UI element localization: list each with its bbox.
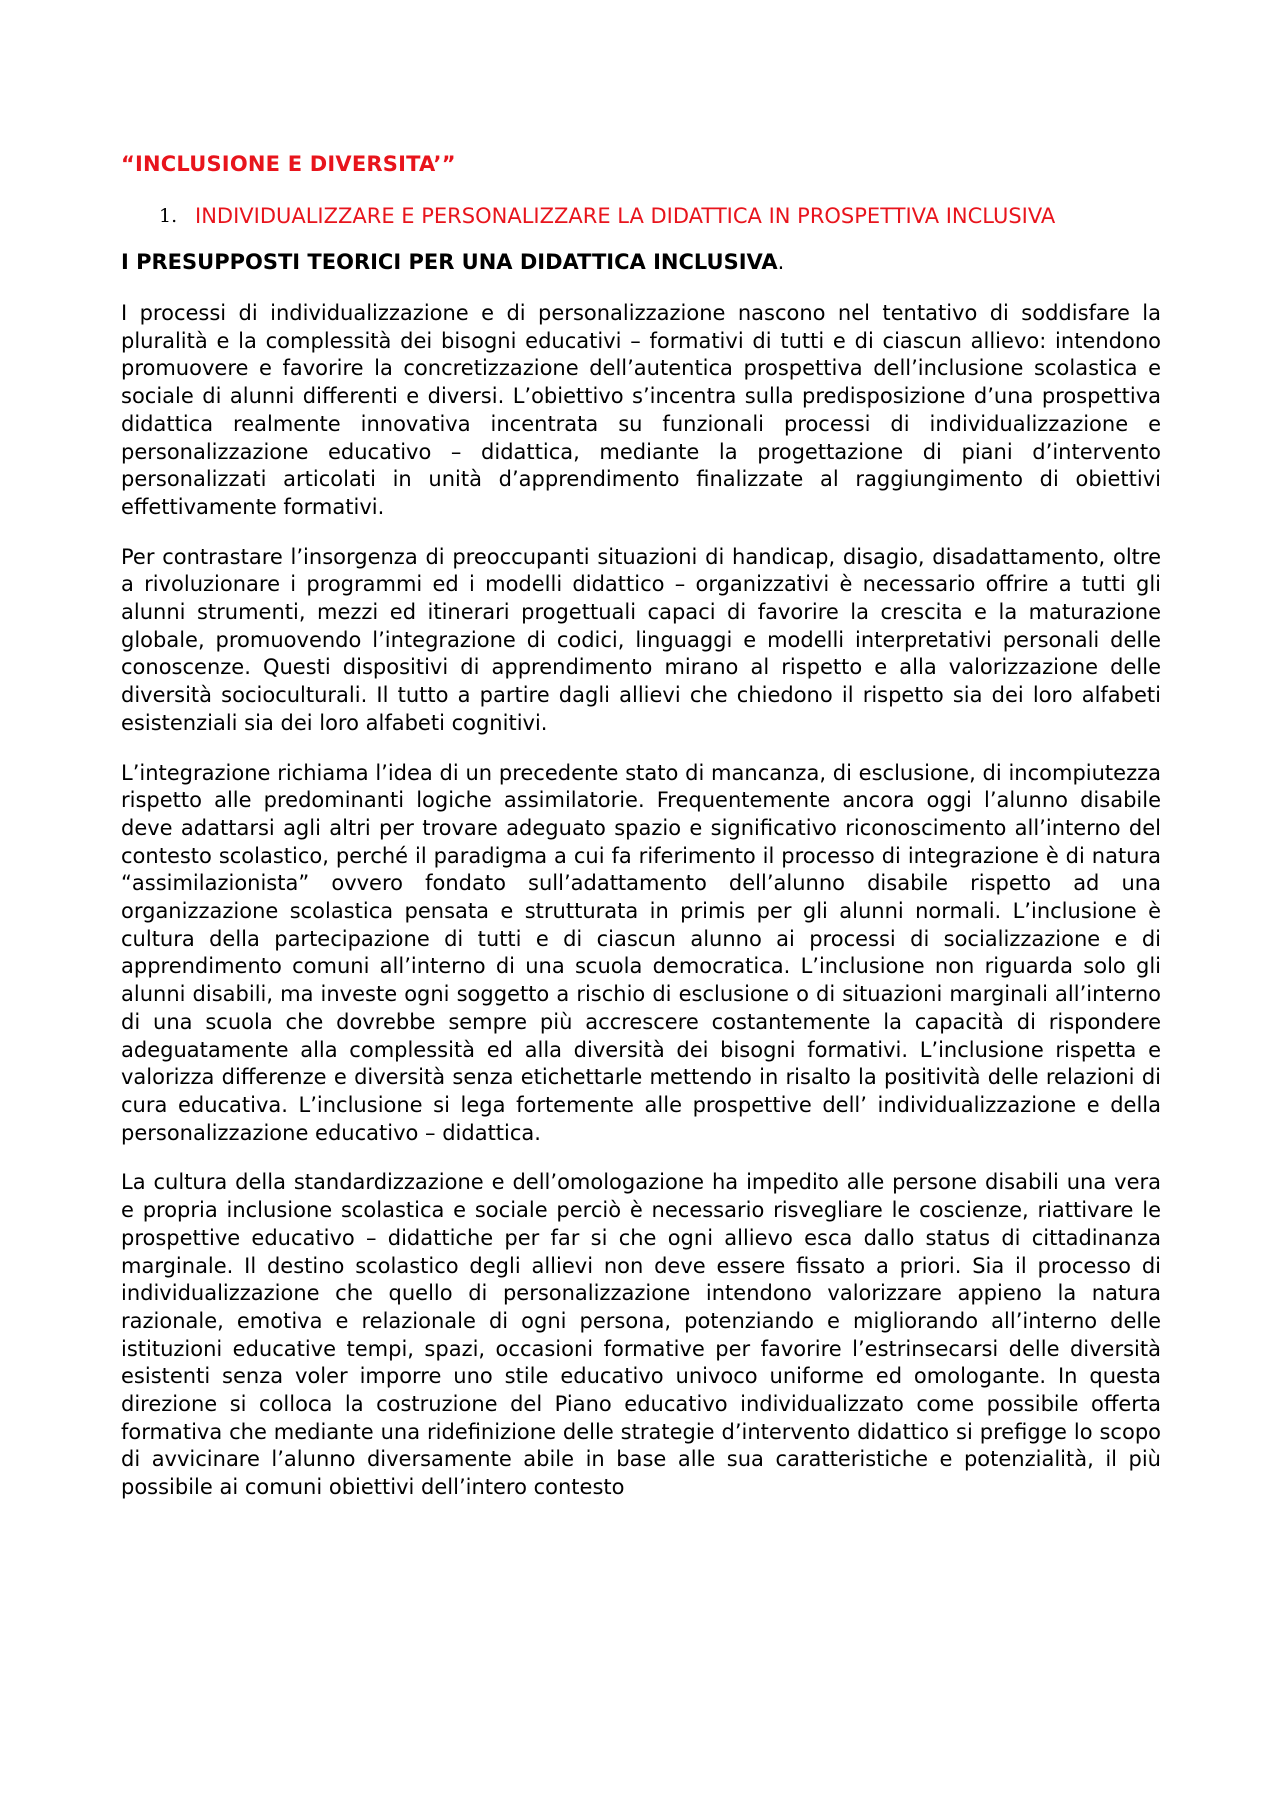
body-paragraph-1: I processi di individualizzazione e di personalizzazione nascono nel tentativo di soddisfare la pluralità e la complessità dei bisogni educativi – formativi di tutti e di ciascun allievo: intendono promuovere e favorire la concretizzazione dell’autentica prospettiva dell’inclusione scolastica e sociale di alunni differenti e diversi. L’obiettivo s’incentra sulla predisposizione d’una prospettiva didattica realmente innovativa incentrata su funzionali processi di individualizzazione e personalizzazione educativo – didattica, mediante la progettazione di piani d’intervento personalizzati articolati in unità d’apprendimento finalizzate al raggiungimento di obiettivi effettivamente formativi. — [121, 301, 1161, 519]
document-title: “INCLUSIONE E DIVERSITA’” — [121, 152, 456, 176]
section-heading — [121, 248, 1161, 276]
body-paragraph-3: L’integrazione richiama l’idea di un precedente stato di mancanza, di esclusione, di incompiutezza rispetto alle predominanti logiche assimilatorie. Frequentemente ancora oggi l’alunno disabile deve adattarsi agli altri per trovare adeguato spazio e significativo riconoscimento all’interno del contesto scolastico, perché il paradigma a cui fa riferimento il processo di integrazione è di natura “assimilazionista” ovvero fondato sull’adattamento dell’alunno disabile rispetto ad una organizzazione scolastica pensata e strutturata in primis per gli alunni normali. L’inclusione è cultura della partecipazione di tutti e di ciascun alunno ai processi di socializzazione e di apprendimento comuni all’interno di una scuola democratica. L’inclusione non riguarda solo gli alunni disabili, ma investe ogni soggetto a rischio di esclusione o di situazioni marginali all’interno di una scuola che dovrebbe sempre più accrescere costantemente la capacità di rispondere adeguatamente alla complessità ed alla diversità dei bisogni formativi. L’inclusione rispetta e valorizza differenze e diversità senza etichettarle mettendo in risalto la positività delle relazioni di cura educativa. L’inclusione si lega fortemente alle prospettive dell’ individualizzazione e della personalizzazione educativo – didattica. — [121, 760, 1161, 1145]
document-page — [121, 150, 1161, 1502]
body-paragraph-2: Per contrastare l’insorgenza di preoccupanti situazioni di handicap, disagio, disadattamento, oltre a rivoluzionare i programmi ed i modelli didattico – organizzativi è necessario offrire a tutti gli alunni strumenti, mezzi ed itinerari progettuali capaci di favorire la crescita e la maturazione globale, promuovendo l’integrazione di codici, linguaggi e modelli interpretativi personali delle conoscenze. Questi dispositivi di apprendimento mirano al rispetto e alla valorizzazione delle diversità socioculturali. Il tutto a partire dagli allievi che chiedono il rispetto sia dei loro alfabeti esistenziali sia dei loro alfabeti cognitivi. — [121, 544, 1161, 735]
list-item-number: 1. — [159, 205, 178, 227]
numbered-list-item — [159, 202, 1161, 230]
section-heading-period: . — [777, 250, 785, 274]
section-heading-text: I PRESUPPOSTI TEORICI PER UNA DIDATTICA INCLUSIVA — [121, 250, 778, 274]
body-paragraph-4: La cultura della standardizzazione e dell’omologazione ha impedito alle persone disabili una vera e propria inclusione scolastica e sociale perciò è necessario risvegliare le coscienze, riattivare le prospettive educativo – didattiche per far si che ogni allievo esca dallo status di cittadinanza marginale. Il destino scolastico degli allievi non deve essere fissato a priori. Sia il processo di individualizzazione che quello di personalizzazione intendono valorizzare appieno la natura razionale, emotiva e relazionale di ogni persona, potenziando e migliorando all’interno delle istituzioni educative tempi, spazi, occasioni formative per favorire l’estrinsecarsi delle diversità esistenti senza voler imporre uno stile educativo univoco uniforme ed omologante. In questa direzione si colloca la costruzione del Piano educativo individualizzato come possibile offerta formativa che mediante una ridefinizione delle strategie d’intervento didattico si prefigge lo scopo di avvicinare l’alunno diversamente abile in base alle sua caratteristiche e potenzialità, il più possibile ai comuni obiettivi dell’intero contesto — [121, 1170, 1161, 1500]
list-item-text: INDIVIDUALIZZARE E PERSONALIZZARE LA DIDATTICA IN PROSPETTIVA INCLUSIVA — [195, 204, 1056, 228]
